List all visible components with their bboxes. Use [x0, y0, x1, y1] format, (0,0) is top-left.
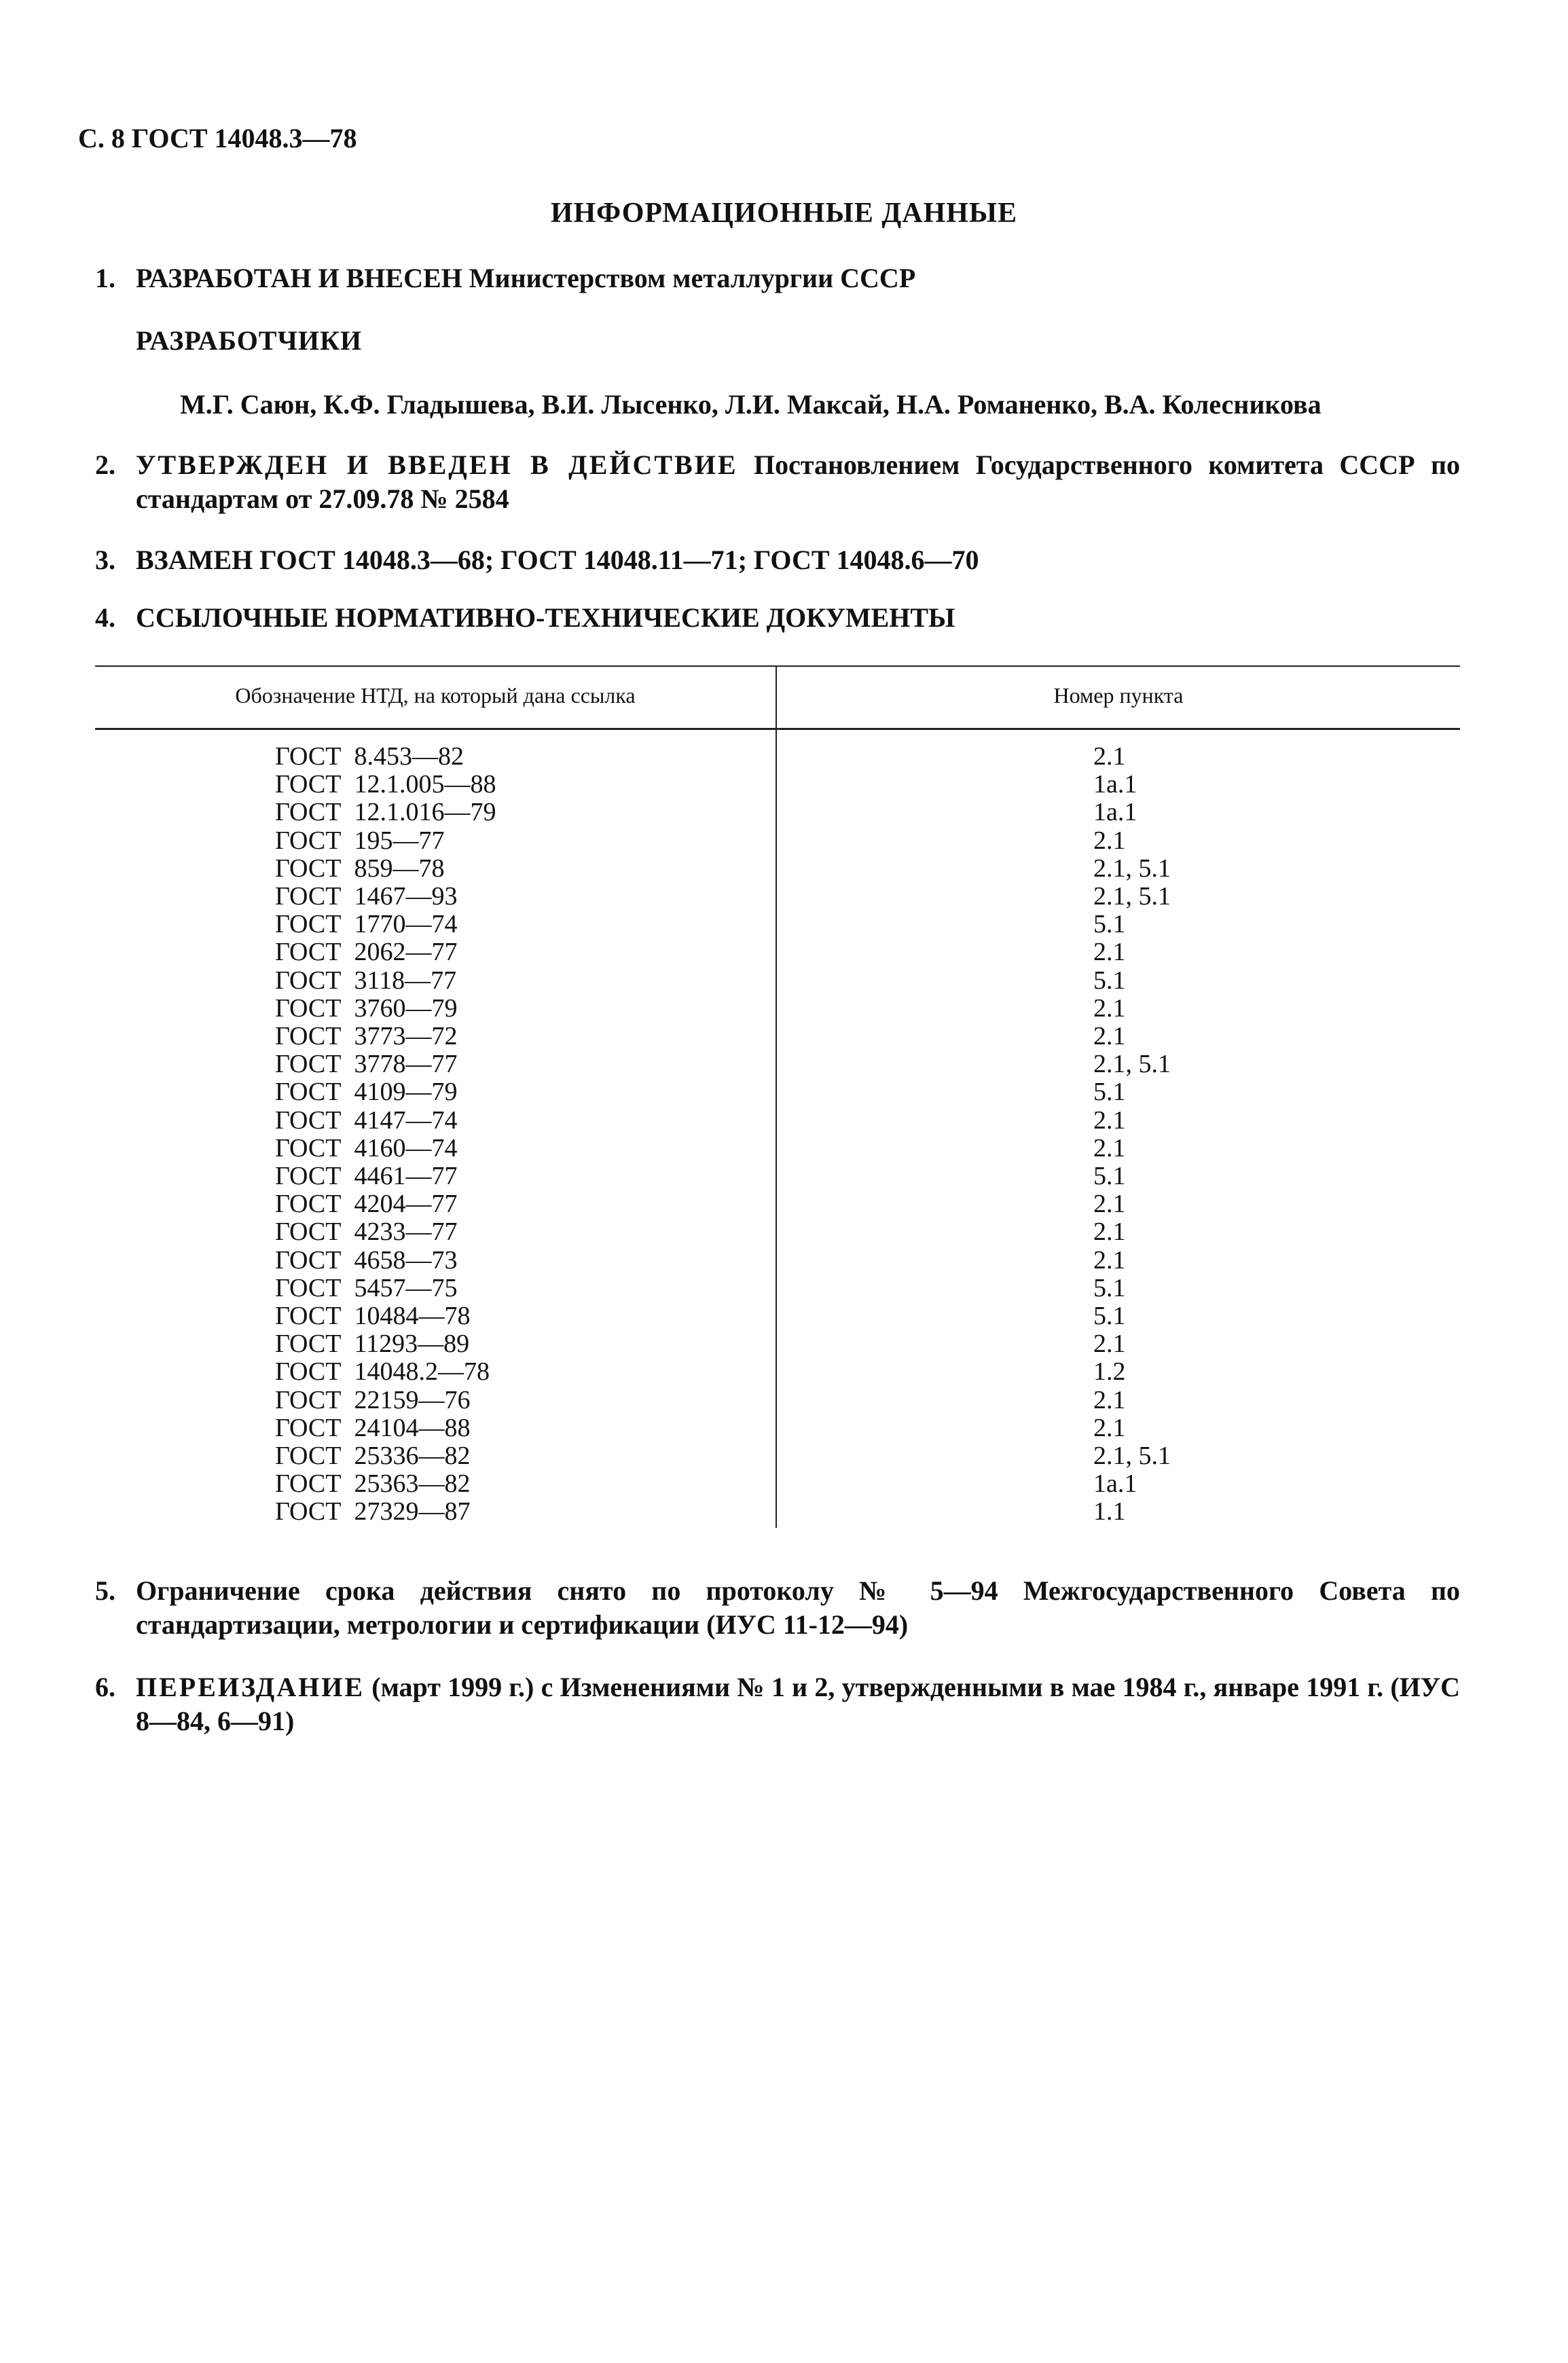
table-cell-designation: ГОСТ 3778—77 [275, 1050, 458, 1079]
reference-table [95, 665, 1460, 1541]
item-number: 6. [95, 1672, 115, 1702]
table-cell-designation: ГОСТ 4160—74 [275, 1133, 458, 1162]
item-text: Министерством металлургии СССР [462, 263, 916, 293]
table-cell-clause: 5.1 [1093, 1078, 1126, 1107]
table-cell-clause: 2.1 [1093, 1385, 1126, 1414]
table-cell-clause: 2.1 [1093, 1330, 1126, 1359]
table-cell-designation: ГОСТ 4147—74 [275, 1105, 458, 1135]
item-text: ССЫЛОЧНЫЕ НОРМАТИВНО-ТЕХНИЧЕСКИЕ ДОКУМЕНТЫ [136, 602, 955, 633]
table-cell-designation: ГОСТ 4658—73 [275, 1245, 458, 1275]
table-cell-clause: 5.1 [1093, 1273, 1126, 1302]
table-cell-designation: ГОСТ 14048.2—78 [275, 1357, 490, 1387]
table-cell-clause: 1а.1 [1093, 798, 1137, 827]
table-cell-designation: ГОСТ 12.1.005—88 [275, 770, 496, 799]
table-cell-clause: 2.1, 5.1 [1093, 1050, 1171, 1079]
table-header-designation: Обозначение НТД, на который дана ссылка [235, 683, 636, 708]
table-cell-clause: 5.1 [1093, 1162, 1126, 1191]
table-cell-clause: 2.1, 5.1 [1093, 854, 1171, 883]
table-cell-clause: 2.1 [1093, 1413, 1126, 1442]
table-cell-clause: 2.1, 5.1 [1093, 1442, 1171, 1471]
table-cell-designation: ГОСТ 27329—87 [275, 1497, 471, 1526]
item-number: 4. [95, 602, 115, 633]
table-cell-designation: ГОСТ 12.1.016—79 [275, 798, 496, 827]
table-cell-clause: 2.1 [1093, 742, 1126, 771]
table-cell-clause: 2.1 [1093, 1133, 1126, 1162]
table-cell-clause: 2.1 [1093, 938, 1126, 967]
table-cell-designation: ГОСТ 3118—77 [275, 966, 457, 995]
table-cell-designation: ГОСТ 8.453—82 [275, 742, 464, 771]
item-1 [95, 261, 1460, 295]
table-cell-designation: ГОСТ 5457—75 [275, 1273, 458, 1302]
item-text: (март 1999 г.) с Изменениями № 1 и 2, утвержденными в мае 1984 г., январе 1991 г. (ИУС 8—84, 6—91) [136, 1672, 1460, 1736]
table-cell-designation: ГОСТ 4461—77 [275, 1162, 458, 1191]
table-cell-clause: 2.1 [1093, 1217, 1126, 1247]
page-header: С. 8 ГОСТ 14048.3—78 [78, 123, 357, 153]
designation-column [275, 743, 496, 1526]
table-cell-clause: 2.1, 5.1 [1093, 882, 1171, 911]
table-cell-clause: 2.1 [1093, 993, 1126, 1023]
table-cell-clause: 5.1 [1093, 1302, 1126, 1331]
table-cell-clause: 2.1 [1093, 1190, 1126, 1219]
item-lead: РАЗРАБОТАН И ВНЕСЕН [136, 263, 462, 293]
table-cell-clause: 1.2 [1093, 1357, 1126, 1387]
table-header-clause: Номер пункта [1053, 683, 1184, 708]
table-cell-designation: ГОСТ 195—77 [275, 826, 445, 855]
table-cell-designation: ГОСТ 4204—77 [275, 1190, 458, 1219]
item-3 [95, 543, 1460, 577]
item-text: Ограничение срока действия снято по протоколу № 5—94 Межгосударственного Совета по стандартизации, метрологии и сертификации (ИУС 11-12—94) [136, 1575, 1460, 1640]
table-cell-clause: 1.1 [1093, 1497, 1126, 1526]
item-lead: УТВЕРЖДЕН И ВВЕДЕН В ДЕЙСТВИЕ [136, 450, 738, 480]
item-number: 2. [95, 450, 115, 480]
table-cell-clause: 1а.1 [1093, 1469, 1137, 1499]
table-cell-clause: 2.1 [1093, 826, 1126, 855]
table-cell-clause: 1а.1 [1093, 770, 1137, 799]
clause-column [1093, 743, 1171, 1526]
table-cell-designation: ГОСТ 11293—89 [275, 1330, 470, 1359]
table-cell-designation: ГОСТ 4109—79 [275, 1078, 458, 1107]
item-text: Постановлением Государственного комитета СССР по стандартам от 27.09.78 № 2584 [136, 450, 1460, 514]
item-2 [95, 448, 1460, 516]
table-cell-designation: ГОСТ 24104—88 [275, 1413, 471, 1442]
item-6 [95, 1670, 1460, 1738]
table-cell-designation: ГОСТ 3773—72 [275, 1022, 458, 1051]
table-cell-designation: ГОСТ 1770—74 [275, 910, 458, 939]
table-cell-clause: 2.1 [1093, 1022, 1126, 1051]
table-cell-clause: 2.1 [1093, 1105, 1126, 1135]
item-number: 3. [95, 545, 115, 575]
item-number: 1. [95, 263, 115, 293]
item-text: ВЗАМЕН ГОСТ 14048.3—68; ГОСТ 14048.11—71; ГОСТ 14048.6—70 [136, 545, 979, 575]
table-cell-designation: ГОСТ 10484—78 [275, 1302, 471, 1331]
table-header-rule [95, 728, 1460, 730]
item-4 [95, 601, 1460, 635]
item-number: 5. [95, 1575, 115, 1606]
table-column-divider [776, 665, 777, 1528]
item-lead: ПЕРЕИЗДАНИЕ [136, 1672, 365, 1702]
developers-list: М.Г. Саюн, К.Ф. Гладышева, В.И. Лысенко, Л.И. Максай, Н.А. Романенко, В.А. Колесникова [180, 389, 1321, 420]
table-cell-designation: ГОСТ 4233—77 [275, 1217, 458, 1247]
table-top-rule [95, 665, 1460, 667]
table-cell-clause: 2.1 [1093, 1245, 1126, 1275]
table-cell-designation: ГОСТ 1467—93 [275, 882, 458, 911]
table-cell-designation: ГОСТ 2062—77 [275, 938, 458, 967]
table-cell-designation: ГОСТ 25336—82 [275, 1442, 471, 1471]
document-title: ИНФОРМАЦИОННЫЕ ДАННЫЕ [550, 198, 1018, 229]
table-cell-designation: ГОСТ 3760—79 [275, 993, 458, 1023]
developers-label: РАЗРАБОТЧИКИ [136, 325, 363, 356]
item-5 [95, 1574, 1460, 1642]
table-cell-designation: ГОСТ 25363—82 [275, 1469, 471, 1499]
table-cell-designation: ГОСТ 859—78 [275, 854, 445, 883]
table-cell-clause: 5.1 [1093, 910, 1126, 939]
table-cell-clause: 5.1 [1093, 966, 1126, 995]
table-cell-designation: ГОСТ 22159—76 [275, 1385, 471, 1414]
